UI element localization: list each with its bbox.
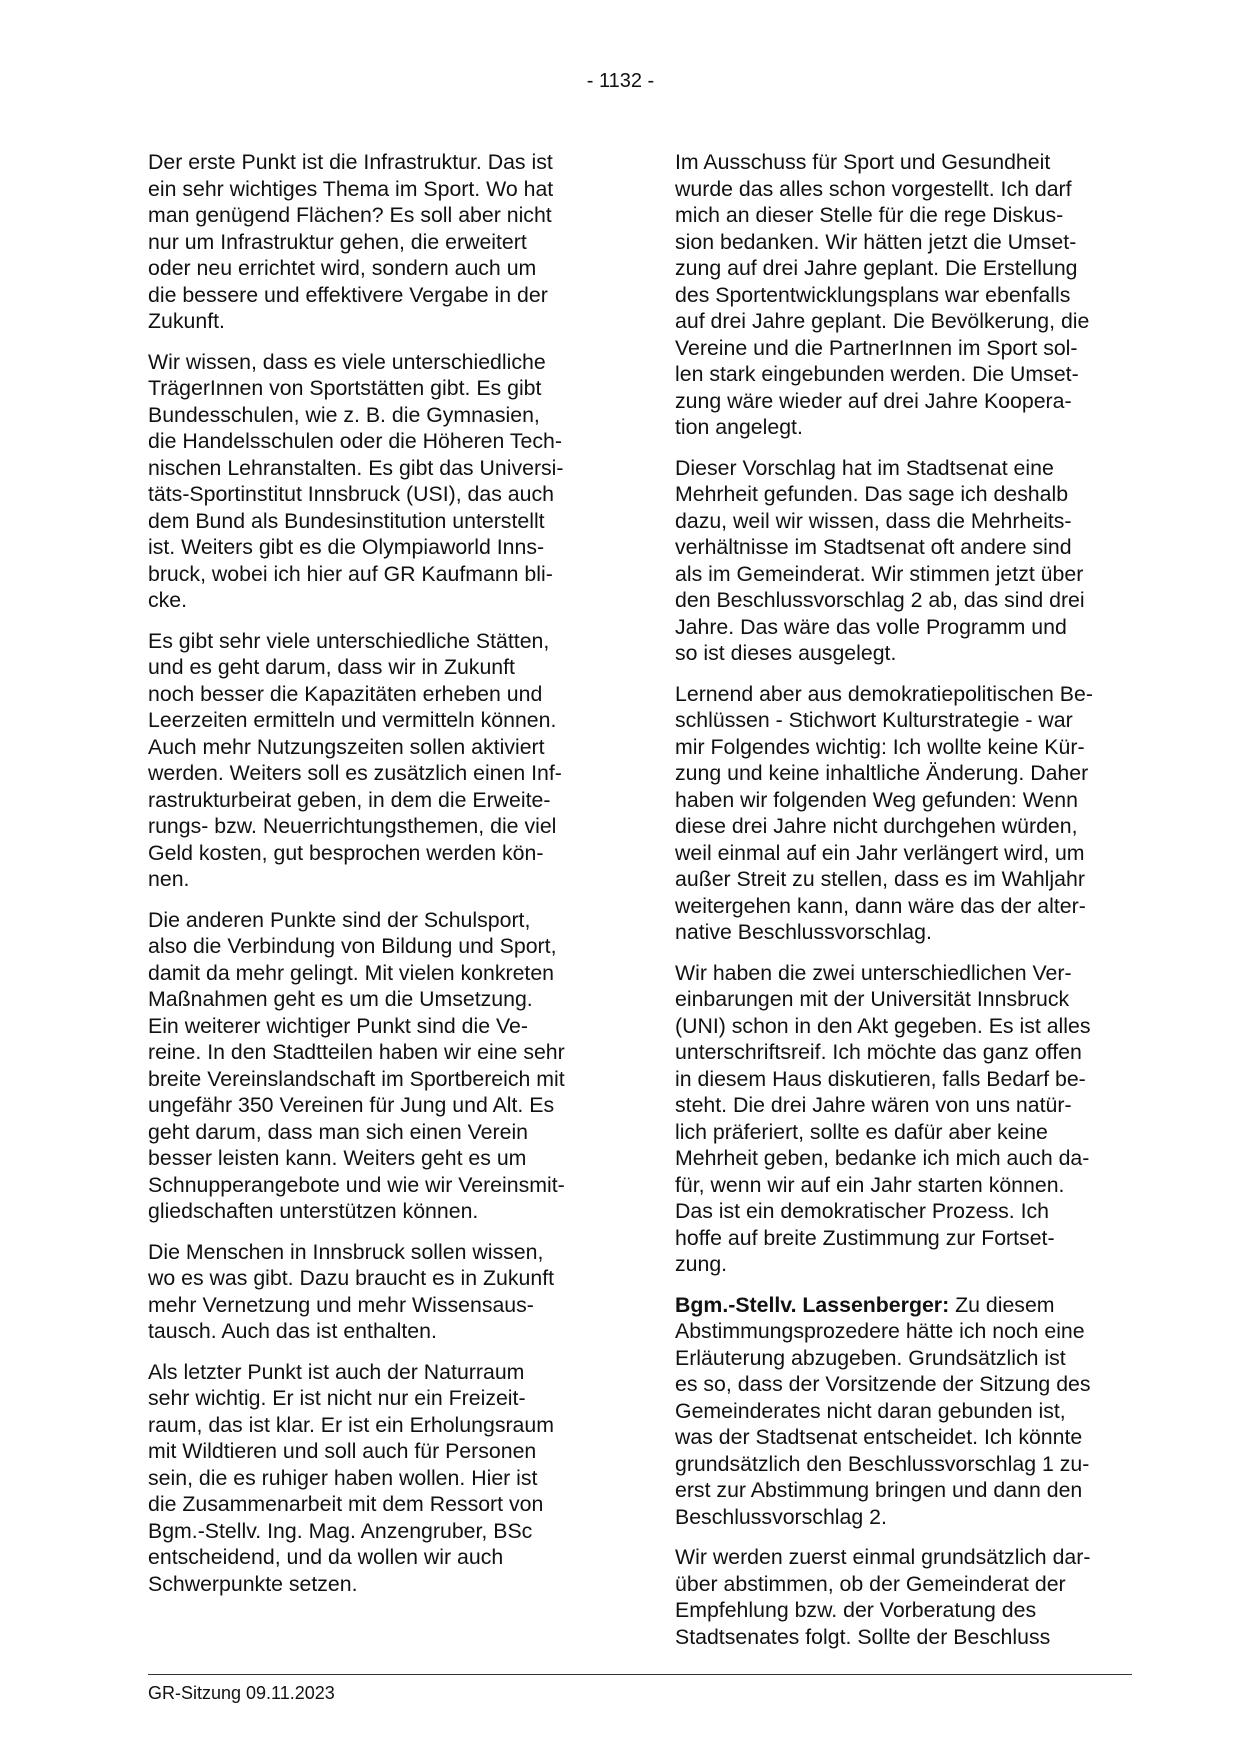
text-line: ein sehr wichtiges Thema im Sport. Wo hat: [148, 176, 554, 201]
text-line: zung auf drei Jahre geplant. Die Erstellung: [675, 256, 1078, 280]
text-line: und es geht darum, dass wir in Zukunft: [148, 655, 515, 679]
page-number: - 1132 -: [586, 70, 655, 92]
text-line: Mehrheit geben, bedanke ich mich auch da-: [675, 1146, 1090, 1170]
text-line: Beschlussvorschlag 2.: [675, 1504, 887, 1529]
text-line: native Beschlussvorschlag.: [675, 920, 932, 944]
text-line: so ist dieses ausgelegt.: [675, 641, 897, 665]
text-line: des Sportentwicklungsplans war ebenfalls: [675, 282, 1071, 307]
text-line: gliedschaften unterstützen können.: [148, 1199, 479, 1223]
text-line: Als letzter Punkt ist auch der Naturraum: [148, 1359, 525, 1384]
text-line: Auch mehr Nutzungszeiten sollen aktiviert: [148, 734, 545, 759]
text-line: nur um Infrastruktur gehen, die erweitert: [148, 229, 527, 254]
text-line: lich präferiert, sollte es dafür aber keine: [675, 1119, 1048, 1144]
text-line: zung.: [675, 1252, 728, 1276]
text-line: verhältnisse im Stadtsenat oft andere sind: [675, 535, 1072, 559]
text-line: grundsätzlich den Beschlussvorschlag 1 zu-: [675, 1451, 1090, 1476]
text-line: oder neu errichtet wird, sondern auch um: [148, 256, 537, 280]
text-line: den Beschlussvorschlag 2 ab, das sind drei: [675, 588, 1085, 612]
text-line: breite Vereinslandschaft im Sportbereich mit: [148, 1066, 565, 1091]
text-line: haben wir folgenden Weg gefunden: Wenn: [675, 787, 1078, 812]
text-line: mich an dieser Stelle für die rege Diskus-: [675, 203, 1064, 227]
text-line: täts-Sportinstitut Innsbruck (USI), das auch: [148, 482, 554, 506]
text-line: erst zur Abstimmung bringen und dann den: [675, 1478, 1083, 1502]
text-line: ist. Weiters gibt es die Olympiaworld Inns-: [148, 535, 545, 559]
text-line: die Zusammenarbeit mit dem Ressort von: [148, 1492, 544, 1516]
text-line: raum, das ist klar. Er ist ein Erholungsraum: [148, 1412, 554, 1437]
text-line: über abstimmen, ob der Gemeinderat der: [675, 1571, 1066, 1596]
text-line: auf drei Jahre geplant. Die Bevölkerung, die: [675, 309, 1090, 333]
text-line: damit da mehr gelingt. Mit vielen konkreten: [148, 960, 555, 985]
right-column: [675, 149, 1131, 1664]
left-column: [148, 149, 611, 1611]
text-line: weitergehen kann, dann wäre das der alter-: [675, 893, 1086, 918]
text-line: also die Verbindung von Bildung und Sport,: [148, 934, 557, 958]
text-line: Bgm.-Stellv. Ing. Mag. Anzengruber, BSc: [148, 1518, 533, 1543]
text-line: steht. Die drei Jahre wären von uns natür-: [675, 1093, 1072, 1117]
text-line: Es gibt sehr viele unterschiedliche Stätten,: [148, 628, 550, 653]
text-line: hoffe auf breite Zustimmung zur Fortset-: [675, 1225, 1055, 1250]
text-line: weil einmal auf ein Jahr verlängert wird, um: [675, 840, 1085, 865]
closing-paragraph: [675, 1544, 1131, 1650]
text-line: außer Streit zu stellen, dass es im Wahljahr: [675, 867, 1085, 891]
text-line: Erläuterung abzugeben. Grundsätzlich ist: [675, 1345, 1066, 1370]
text-line: Abstimmungsprozedere hätte ich noch eine: [675, 1319, 1085, 1343]
right-column-paragraphs: [675, 149, 1131, 1278]
text-line: wo es was gibt. Dazu braucht es in Zukunft: [148, 1266, 555, 1290]
text-line: entscheidend, und da wollen wir auch: [148, 1545, 504, 1569]
text-line: Bundesschulen, wie z. B. die Gymnasien,: [148, 402, 540, 427]
text-line: zung wäre wieder auf drei Jahre Koopera-: [675, 388, 1072, 413]
text-line: unterschriftsreif. Ich möchte das ganz offen: [675, 1040, 1082, 1064]
text-line: werden. Weiters soll es zusätzlich einen Inf-: [148, 761, 562, 785]
speaker-lines: [675, 1318, 1131, 1530]
speaker-first-line: Zu diesem: [955, 1292, 1055, 1317]
text-line: mit Wildtieren und soll auch für Personen: [148, 1439, 537, 1463]
text-line: diese drei Jahre nicht durchgehen würden,: [675, 814, 1078, 838]
text-line: die Handelsschulen oder die Höheren Tech-: [148, 429, 562, 453]
text-line: ungefähr 350 Vereinen für Jung und Alt. Es: [148, 1093, 555, 1117]
text-line: schlüssen - Stichwort Kulturstrategie - war: [675, 708, 1073, 732]
text-line: wurde das alles schon vorgestellt. Ich darf: [675, 176, 1072, 201]
text-line: es so, dass der Vorsitzende der Sitzung des: [675, 1372, 1091, 1396]
text-line: Maßnahmen geht es um die Umsetzung.: [148, 987, 533, 1011]
text-line: besser leisten kann. Weiters geht es um: [148, 1146, 527, 1170]
text-line: in diesem Haus diskutieren, falls Bedarf be-: [675, 1066, 1086, 1091]
text-line: Die Menschen in Innsbruck sollen wissen,: [148, 1239, 544, 1264]
text-line: Schwerpunkte setzen.: [148, 1571, 358, 1596]
text-line: Gemeinderates nicht daran gebunden ist,: [675, 1398, 1066, 1423]
text-line: noch besser die Kapazitäten erheben und: [148, 681, 543, 706]
paragraph: [148, 1359, 611, 1598]
paragraph: [675, 681, 1131, 946]
text-line: geht darum, dass man sich einen Verein: [148, 1119, 529, 1144]
text-line: Das ist ein demokratischer Prozess. Ich: [675, 1199, 1050, 1223]
text-line: die bessere und effektivere Vergabe in der: [148, 282, 548, 307]
paragraph: [675, 960, 1131, 1278]
paragraph: [148, 1239, 611, 1345]
text-line: als im Gemeinderat. Wir stimmen jetzt über: [675, 561, 1084, 586]
text-line: sein, die es ruhiger haben wollen. Hier ist: [148, 1465, 538, 1490]
text-line: nischen Lehranstalten. Es gibt das Universi-: [148, 455, 564, 480]
text-line: Zukunft.: [148, 309, 225, 333]
text-line: bruck, wobei ich hier auf GR Kaufmann bli-: [148, 561, 553, 586]
text-line: Schnupperangebote und wie wir Vereinsmit-: [148, 1172, 565, 1197]
text-line: sion bedanken. Wir hätten jetzt die Umset-: [675, 229, 1077, 254]
text-line: tion angelegt.: [675, 415, 803, 439]
paragraph: [675, 455, 1131, 667]
text-line: (UNI) schon in den Akt gegeben. Es ist alles: [675, 1013, 1091, 1038]
footer-session-date: GR-Sitzung 09.11.2023: [148, 1683, 335, 1703]
text-line: einbarungen mit der Universität Innsbruck: [675, 987, 1070, 1011]
speaker-paragraph: [675, 1292, 1131, 1531]
text-line: Stadtsenates folgt. Sollte der Beschluss: [675, 1624, 1051, 1649]
text-line: Empfehlung bzw. der Vorberatung des: [675, 1598, 1037, 1622]
text-line: man genügend Flächen? Es soll aber nicht: [148, 203, 552, 227]
text-line: TrägerInnen von Sportstätten gibt. Es gibt: [148, 376, 542, 400]
text-line: Jahre. Das wäre das volle Programm und: [675, 614, 1067, 639]
text-line: Dieser Vorschlag hat im Stadtsenat eine: [675, 455, 1054, 480]
text-line: Der erste Punkt ist die Infrastruktur. Das ist: [148, 150, 553, 174]
footer-divider: [148, 1674, 1132, 1675]
text-line: Geld kosten, gut besprochen werden kön-: [148, 840, 544, 865]
paragraph: [148, 628, 611, 893]
text-line: Wir werden zuerst einmal grundsätzlich dar-: [675, 1545, 1091, 1569]
text-line: rungs- bzw. Neuerrichtungsthemen, die viel: [148, 814, 557, 838]
text-line: mir Folgendes wichtig: Ich wollte keine Kür-: [675, 734, 1085, 759]
text-line: len stark eingebunden werden. Die Umset-: [675, 362, 1079, 386]
text-line: mehr Vernetzung und mehr Wissensaus-: [148, 1292, 534, 1317]
text-line: für, wenn wir auf ein Jahr starten können.: [675, 1172, 1065, 1197]
text-line: sehr wichtig. Er ist nicht nur ein Freizeit-: [148, 1386, 526, 1410]
text-line: dazu, weil wir wissen, dass die Mehrheits-: [675, 508, 1072, 533]
text-line: cke.: [148, 588, 188, 612]
text-line: Leerzeiten ermitteln und vermitteln können.: [148, 708, 557, 732]
speaker-name: Bgm.-Stellv. Lassenberger:: [675, 1292, 950, 1317]
text-line: Die anderen Punkte sind der Schulsport,: [148, 907, 531, 932]
text-line: Mehrheit gefunden. Das sage ich deshalb: [675, 482, 1069, 506]
text-line: Wir wissen, dass es viele unterschiedliche: [148, 349, 546, 374]
text-line: Im Ausschuss für Sport und Gesundheit: [675, 150, 1051, 174]
paragraph: [148, 349, 611, 614]
text-line: Vereine und die PartnerInnen im Sport sol-: [675, 335, 1078, 360]
text-line: zung und keine inhaltliche Änderung. Daher: [675, 761, 1089, 785]
text-line: tausch. Auch das ist enthalten.: [148, 1319, 437, 1343]
paragraph: [148, 149, 611, 335]
text-line: reine. In den Stadtteilen haben wir eine sehr: [148, 1040, 565, 1064]
text-line: Ein weiterer wichtiger Punkt sind die Ve-: [148, 1013, 528, 1038]
text-line: Lernend aber aus demokratiepolitischen Be-: [675, 681, 1093, 706]
text-line: was der Stadtsenat entscheidet. Ich könnte: [675, 1425, 1083, 1449]
text-line: rastrukturbeirat geben, in dem die Erweite-: [148, 787, 551, 812]
text-line: Wir haben die zwei unterschiedlichen Ver-: [675, 960, 1072, 985]
text-line: nen.: [148, 867, 190, 891]
paragraph: [148, 907, 611, 1225]
text-line: dem Bund als Bundesinstitution unterstellt: [148, 508, 545, 533]
paragraph: [675, 149, 1131, 441]
